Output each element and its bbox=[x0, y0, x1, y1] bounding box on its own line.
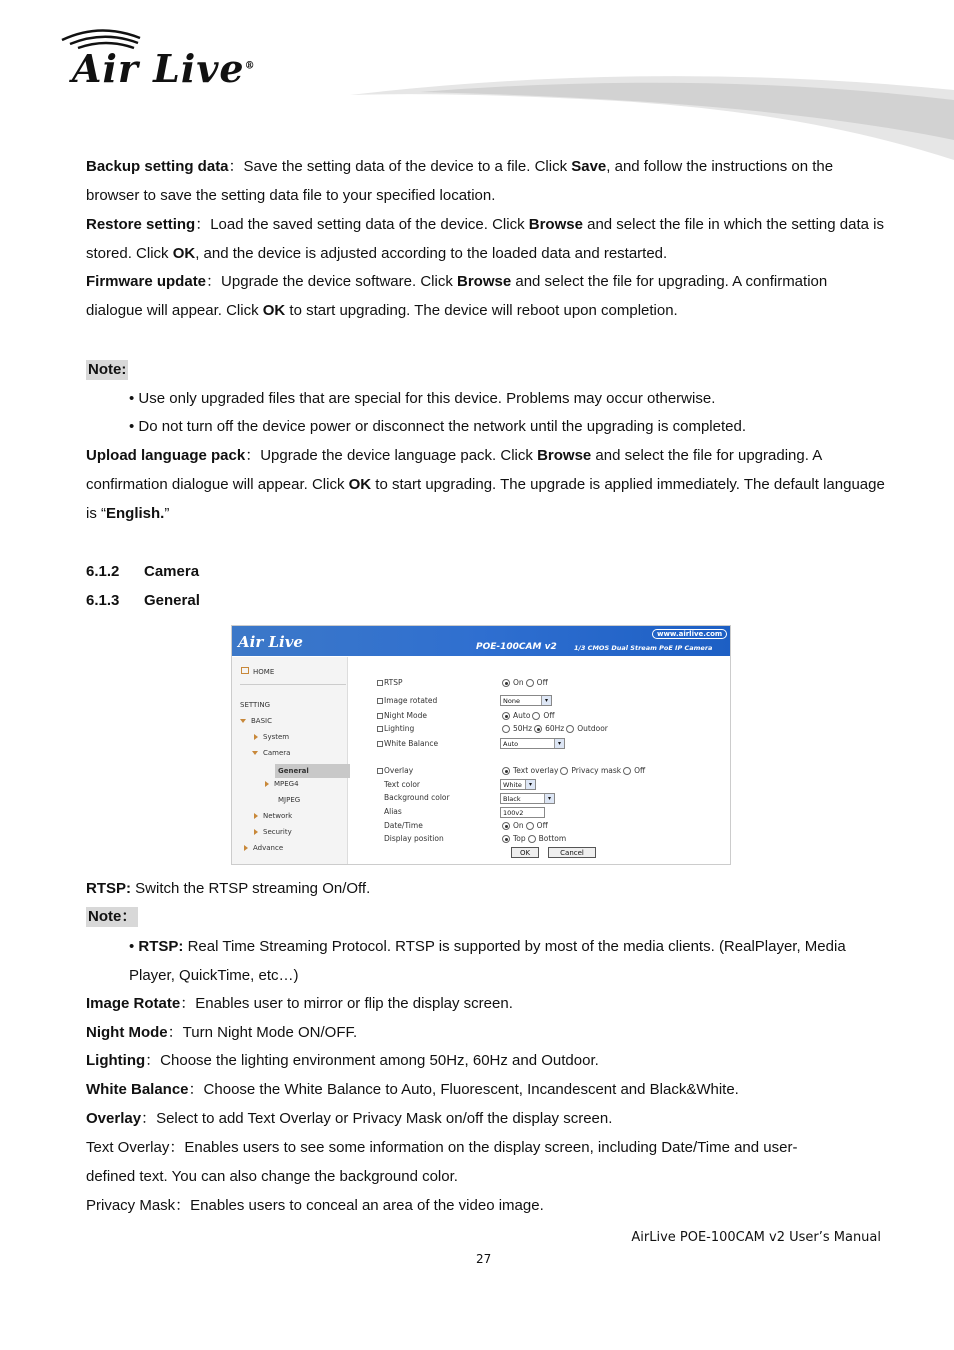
nav-basic-label: BASIC bbox=[251, 717, 272, 725]
sep: ： bbox=[245, 447, 261, 464]
chevron-down-icon: ▾ bbox=[541, 696, 551, 705]
checkbox-icon bbox=[377, 680, 383, 686]
bullet-prefix: • bbox=[129, 938, 139, 955]
opt-label: 60Hz bbox=[545, 724, 565, 733]
bold-term: Browse bbox=[457, 273, 512, 290]
heading-title: General bbox=[144, 592, 200, 609]
opt-label: Off bbox=[543, 711, 555, 720]
ok-button[interactable]: OK bbox=[511, 847, 539, 858]
field-text-color: Text color bbox=[384, 780, 421, 789]
heading-number: 6.1.2 bbox=[86, 563, 120, 580]
opt-label: Off bbox=[634, 766, 646, 775]
display-position-options bbox=[500, 834, 566, 843]
registered-mark: ® bbox=[244, 60, 256, 72]
text: and select the file in which the setting data is stored. Click bbox=[86, 216, 884, 262]
nav-mpeg4-label: MPEG4 bbox=[274, 780, 299, 788]
nav-general bbox=[275, 764, 350, 778]
white-balance-select[interactable] bbox=[500, 738, 565, 749]
nav-basic bbox=[240, 717, 272, 725]
checkbox-icon bbox=[377, 726, 383, 732]
field-night-mode-label: Night Mode bbox=[384, 711, 427, 720]
bold-term: Browse bbox=[528, 216, 583, 233]
alias-input[interactable]: 100v2 bbox=[500, 807, 545, 818]
sep: ： bbox=[195, 216, 211, 233]
radio-privacy-mask[interactable] bbox=[560, 767, 568, 775]
note-bullet-2: • Do not turn off the device power or disconnect the network until the upgrading is completed. bbox=[129, 418, 746, 435]
nav-advance-label: Advance bbox=[253, 844, 284, 852]
screenshot-banner bbox=[232, 626, 730, 656]
rtsp-label: RTSP: bbox=[86, 880, 131, 897]
image-rotate-label: Image Rotate bbox=[86, 995, 181, 1012]
screenshot-url: www.airlive.com bbox=[652, 629, 727, 639]
select-value: None bbox=[503, 697, 520, 705]
field-image-rotated bbox=[377, 696, 437, 705]
opt-label: On bbox=[513, 678, 524, 687]
section-heading-general bbox=[86, 592, 200, 609]
nav-home bbox=[241, 667, 274, 676]
screenshot-model: POE-100CAM v2 bbox=[476, 642, 557, 652]
sep: ： bbox=[167, 1024, 183, 1041]
chevron-down-icon: ▾ bbox=[525, 780, 535, 789]
text: Real Time Streaming Protocol. RTSP is supported by most of the media clients. (RealPlayer, Media Player, QuickTime, etc…) bbox=[129, 938, 846, 984]
text-color-select[interactable] bbox=[500, 779, 536, 790]
radio-bottom[interactable] bbox=[528, 835, 536, 843]
rtsp-note-bullet bbox=[129, 932, 859, 990]
field-rtsp-label: RTSP bbox=[384, 678, 403, 687]
field-overlay bbox=[377, 766, 413, 775]
field-rtsp bbox=[377, 678, 403, 687]
night-mode-options bbox=[500, 711, 555, 720]
radio-top[interactable] bbox=[502, 835, 510, 843]
page-number: 27 bbox=[476, 1252, 492, 1266]
opt-label: Bottom bbox=[538, 834, 567, 843]
bold-term: RTSP: bbox=[138, 938, 184, 955]
overlay-label: Overlay bbox=[86, 1110, 142, 1127]
nav-mpeg4 bbox=[265, 780, 299, 788]
select-value: Black bbox=[503, 795, 521, 803]
firmware-label: Firmware update bbox=[86, 273, 207, 290]
sep: ： bbox=[145, 1052, 161, 1069]
nav-security bbox=[254, 828, 292, 836]
radio-outdoor[interactable] bbox=[566, 725, 574, 733]
privacy-mask-paragraph: Privacy Mask：Enables users to conceal an area of the video image. bbox=[86, 1197, 544, 1214]
overlay-paragraph bbox=[86, 1104, 886, 1133]
home-icon bbox=[241, 667, 249, 674]
text: ” bbox=[164, 505, 170, 522]
sep: ： bbox=[228, 158, 244, 175]
nav-camera-label: Camera bbox=[263, 749, 291, 757]
heading-title: Camera bbox=[144, 563, 200, 580]
checkbox-icon bbox=[377, 741, 383, 747]
opt-label: Text overlay bbox=[513, 766, 559, 775]
radio-on[interactable] bbox=[502, 822, 510, 830]
image-rotate-paragraph bbox=[86, 989, 886, 1018]
white-balance-paragraph bbox=[86, 1075, 886, 1104]
note-bullet-1: • Use only upgraded files that are special for this device. Problems may occur otherwise. bbox=[129, 390, 716, 407]
text: Choose the lighting environment among 50Hz, 60Hz and Outdoor. bbox=[160, 1052, 599, 1069]
night-mode-paragraph bbox=[86, 1018, 886, 1047]
sep: ： bbox=[188, 1081, 204, 1098]
field-white-balance-label: White Balance bbox=[384, 739, 439, 748]
nav-camera bbox=[252, 749, 290, 757]
bold-term: OK bbox=[348, 476, 372, 493]
nav-network-label: Network bbox=[263, 812, 293, 820]
text: , and the device is adjusted according to the loaded data and restarted. bbox=[195, 245, 668, 262]
camera-settings-screenshot bbox=[231, 625, 731, 865]
image-rotated-select[interactable] bbox=[500, 695, 552, 706]
note-label-2: Note： bbox=[88, 908, 137, 925]
radio-off[interactable] bbox=[526, 679, 534, 687]
overlay-options bbox=[500, 766, 645, 775]
opt-label: On bbox=[513, 821, 524, 830]
white-balance-label: White Balance bbox=[86, 1081, 189, 1098]
field-white-balance bbox=[377, 739, 438, 748]
rtsp-paragraph bbox=[86, 874, 886, 903]
text-overlay-paragraph: Text Overlay：Enables users to see some information on the display screen, including Date/Time and user-defined text. You can also change the background color. bbox=[86, 1139, 798, 1185]
text: Upgrade the device language pack. Click bbox=[260, 447, 538, 464]
radio-off[interactable] bbox=[532, 712, 540, 720]
opt-label: Auto bbox=[513, 711, 531, 720]
radio-text-overlay[interactable] bbox=[502, 767, 510, 775]
checkbox-icon bbox=[377, 698, 383, 704]
text: Load the saved setting data of the device. Click bbox=[210, 216, 529, 233]
brand-logo bbox=[72, 46, 256, 91]
radio-off[interactable] bbox=[623, 767, 631, 775]
opt-label: Privacy mask bbox=[571, 766, 622, 775]
nav-general-label: General bbox=[278, 767, 309, 775]
nav-system-label: System bbox=[263, 733, 290, 741]
background-color-select[interactable] bbox=[500, 793, 555, 804]
collapse-icon bbox=[244, 845, 248, 851]
collapse-icon bbox=[265, 781, 269, 787]
field-background-color: Background color bbox=[384, 793, 450, 802]
radio-off[interactable] bbox=[526, 822, 534, 830]
sep: ： bbox=[180, 995, 196, 1012]
heading-number: 6.1.3 bbox=[86, 592, 120, 609]
restore-paragraph bbox=[86, 210, 886, 268]
checkbox-icon bbox=[377, 713, 383, 719]
nav-security-label: Security bbox=[263, 828, 292, 836]
firmware-paragraph bbox=[86, 267, 886, 325]
collapse-icon bbox=[254, 829, 258, 835]
opt-label: Off bbox=[536, 821, 548, 830]
opt-label: Off bbox=[536, 678, 548, 687]
text: Choose the White Balance to Auto, Fluorescent, Incandescent and Black&White. bbox=[203, 1081, 739, 1098]
text: , and follow the instructions on the browser to save the setting data file to your specified location. bbox=[86, 158, 834, 204]
text: Save the setting data of the device to a file. Click bbox=[243, 158, 572, 175]
collapse-icon bbox=[254, 734, 258, 740]
select-value: White bbox=[503, 781, 522, 789]
field-overlay-label: Overlay bbox=[384, 766, 414, 775]
backup-label: Backup setting data bbox=[86, 158, 229, 175]
field-lighting-label: Lighting bbox=[384, 724, 415, 733]
select-value: Auto bbox=[503, 740, 519, 748]
bold-term: OK bbox=[172, 245, 196, 262]
radio-on[interactable] bbox=[502, 679, 510, 687]
radio-60hz[interactable] bbox=[534, 725, 542, 733]
sep: ： bbox=[206, 273, 222, 290]
brand-logo-text: Air Live bbox=[72, 46, 245, 91]
note-label: Note: bbox=[88, 361, 127, 378]
section-heading-camera bbox=[86, 563, 199, 580]
lighting-options bbox=[500, 724, 608, 733]
chevron-down-icon: ▾ bbox=[554, 739, 564, 748]
sep: ： bbox=[141, 1110, 157, 1127]
text: Select to add Text Overlay or Privacy Mask on/off the display screen. bbox=[156, 1110, 613, 1127]
nav-setting: SETTING bbox=[240, 701, 271, 709]
screenshot-logo: Air Live bbox=[238, 633, 303, 651]
restore-label: Restore setting bbox=[86, 216, 196, 233]
nav-mjpeg: MJPEG bbox=[278, 796, 301, 804]
nav-network bbox=[254, 812, 292, 820]
field-night-mode bbox=[377, 711, 427, 720]
screenshot-model-sub: 1/3 CMOS Dual Stream PoE IP Camera bbox=[574, 644, 713, 652]
datetime-options bbox=[500, 821, 548, 830]
lighting-label: Lighting bbox=[86, 1052, 146, 1069]
text: Turn Night Mode ON/OFF. bbox=[182, 1024, 358, 1041]
screenshot-sidebar bbox=[232, 657, 348, 864]
bold-term: Browse bbox=[537, 447, 592, 464]
text: to start upgrading. The upgrade is applied immediately. The default language is “ bbox=[86, 476, 885, 522]
night-mode-label: Night Mode bbox=[86, 1024, 168, 1041]
radio-auto[interactable] bbox=[502, 712, 510, 720]
expand-icon bbox=[252, 751, 258, 755]
text: Switch the RTSP streaming On/Off. bbox=[131, 880, 371, 897]
nav-home-label: HOME bbox=[253, 668, 275, 676]
field-image-rotated-label: Image rotated bbox=[384, 696, 438, 705]
expand-icon bbox=[240, 719, 246, 723]
field-datetime: Date/Time bbox=[384, 821, 423, 830]
bold-term: Save bbox=[571, 158, 607, 175]
bold-term: English. bbox=[106, 505, 165, 522]
text: and select the file for upgrading. A confirmation dialogue will appear. Click bbox=[86, 273, 828, 319]
nav-advance bbox=[244, 844, 283, 852]
field-alias: Alias bbox=[384, 807, 402, 816]
text: Upgrade the device software. Click bbox=[221, 273, 457, 290]
opt-label: 50Hz bbox=[513, 724, 533, 733]
backup-paragraph bbox=[86, 152, 886, 210]
opt-label: Outdoor bbox=[577, 724, 608, 733]
collapse-icon bbox=[254, 813, 258, 819]
text: Enables user to mirror or flip the display screen. bbox=[195, 995, 513, 1012]
chevron-down-icon: ▾ bbox=[544, 794, 554, 803]
text: to start upgrading. The device will reboot upon completion. bbox=[285, 302, 678, 319]
radio-50hz[interactable] bbox=[502, 725, 510, 733]
cancel-button[interactable]: Cancel bbox=[548, 847, 596, 858]
lighting-paragraph bbox=[86, 1046, 886, 1075]
manual-footer: AirLive POE-100CAM v2 User’s Manual bbox=[631, 1230, 881, 1245]
text: and select the file for upgrading. A confirmation dialogue will appear. Click bbox=[86, 447, 822, 493]
checkbox-icon bbox=[377, 768, 383, 774]
upload-language-paragraph bbox=[86, 441, 886, 528]
field-display-position: Display position bbox=[384, 834, 444, 843]
rtsp-options bbox=[500, 678, 548, 687]
bold-term: OK bbox=[262, 302, 286, 319]
upload-label: Upload language pack bbox=[86, 447, 246, 464]
opt-label: Top bbox=[513, 834, 526, 843]
field-lighting bbox=[377, 724, 414, 733]
nav-divider bbox=[240, 684, 346, 685]
nav-system bbox=[254, 733, 289, 741]
